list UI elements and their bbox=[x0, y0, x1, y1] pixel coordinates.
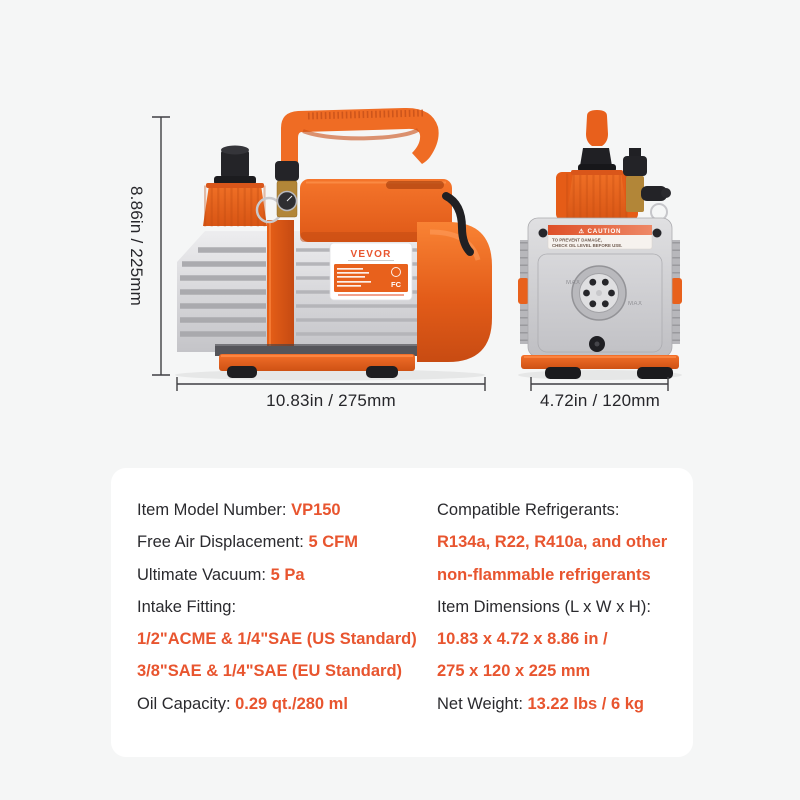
spec-row bbox=[437, 559, 667, 591]
spec-label: Ultimate Vacuum: bbox=[137, 565, 271, 584]
spec-label: Compatible Refrigerants: bbox=[437, 501, 620, 519]
spec-value: R134a, R22, R410a, and other bbox=[437, 533, 668, 552]
spec-row bbox=[137, 559, 417, 591]
brand-label bbox=[330, 243, 412, 300]
spec-value: non-flammable refrigerants bbox=[437, 565, 651, 584]
spec-label: Oil Capacity: bbox=[137, 694, 236, 713]
motor-end-cap bbox=[417, 222, 492, 362]
pump-fins bbox=[180, 250, 266, 334]
spec-row bbox=[437, 526, 667, 558]
spec-column-left bbox=[137, 494, 417, 720]
oil-cap-front bbox=[580, 148, 612, 166]
rubber-foot bbox=[227, 366, 257, 378]
spec-value: 0.29 qt./280 ml bbox=[235, 694, 348, 713]
max-mark-right: MAX bbox=[628, 301, 643, 307]
spec-row bbox=[437, 688, 667, 720]
caution-line2: CHECK OIL LEVEL BEFORE USE. bbox=[552, 243, 623, 248]
spec-label: Intake Fitting: bbox=[137, 597, 237, 616]
rubber-foot bbox=[366, 366, 398, 378]
spec-value: VP150 bbox=[291, 501, 341, 519]
spec-row bbox=[137, 688, 417, 720]
spec-row bbox=[437, 494, 667, 526]
spec-row bbox=[137, 623, 417, 655]
max-mark-left: MAX bbox=[566, 280, 581, 286]
spec-value: 13.22 lbs / 6 kg bbox=[527, 694, 644, 713]
width-dimension-label-side: 10.83in / 275mm bbox=[266, 391, 396, 410]
metal-ring-front bbox=[651, 204, 667, 220]
intake-fitting-cap-front bbox=[566, 172, 628, 222]
caution-label bbox=[548, 225, 652, 249]
spec-label: Item Model Number: bbox=[137, 501, 292, 519]
spec-card bbox=[111, 468, 693, 757]
spec-label: Free Air Displacement: bbox=[137, 533, 309, 552]
spec-label: Item Dimensions (L x W x H): bbox=[437, 597, 651, 616]
fcc-mark: FC bbox=[391, 280, 401, 289]
spec-row bbox=[137, 655, 417, 687]
pump-front-view bbox=[518, 110, 682, 380]
spec-value: 5 CFM bbox=[308, 533, 358, 552]
valve-fitting bbox=[275, 161, 299, 181]
pump-side-view bbox=[175, 108, 492, 381]
spec-row bbox=[437, 591, 667, 623]
spec-value: 5 Pa bbox=[270, 565, 305, 584]
spec-row bbox=[137, 591, 417, 623]
spec-row bbox=[137, 494, 417, 526]
brand-logo-text: VEVOR bbox=[350, 249, 392, 260]
vent-grille bbox=[386, 181, 444, 189]
height-dimension-label: 8.86in / 225mm bbox=[127, 186, 146, 306]
rubber-foot bbox=[545, 367, 581, 379]
spec-row bbox=[437, 623, 667, 655]
caution-title: ⚠ CAUTION bbox=[578, 227, 622, 235]
spec-value: 1/2"ACME & 1/4"SAE (US Standard) bbox=[137, 630, 417, 649]
spec-value: 3/8"SAE & 1/4"SAE (EU Standard) bbox=[137, 662, 403, 681]
spec-value: 10.83 x 4.72 x 8.86 in / bbox=[437, 630, 608, 649]
pump-shadow bbox=[175, 370, 485, 381]
width-dimension-label-front: 4.72in / 120mm bbox=[540, 391, 660, 410]
spec-row bbox=[437, 655, 667, 687]
valve-knob bbox=[623, 156, 647, 176]
handle-end bbox=[586, 110, 608, 146]
spec-label: Net Weight: bbox=[437, 694, 528, 713]
caution-line1: TO PREVENT DAMAGE, bbox=[552, 237, 602, 243]
orange-divider bbox=[267, 220, 294, 364]
spec-column-right bbox=[437, 494, 667, 720]
spec-row bbox=[137, 526, 417, 558]
spec-value: 275 x 120 x 225 mm bbox=[437, 662, 591, 681]
